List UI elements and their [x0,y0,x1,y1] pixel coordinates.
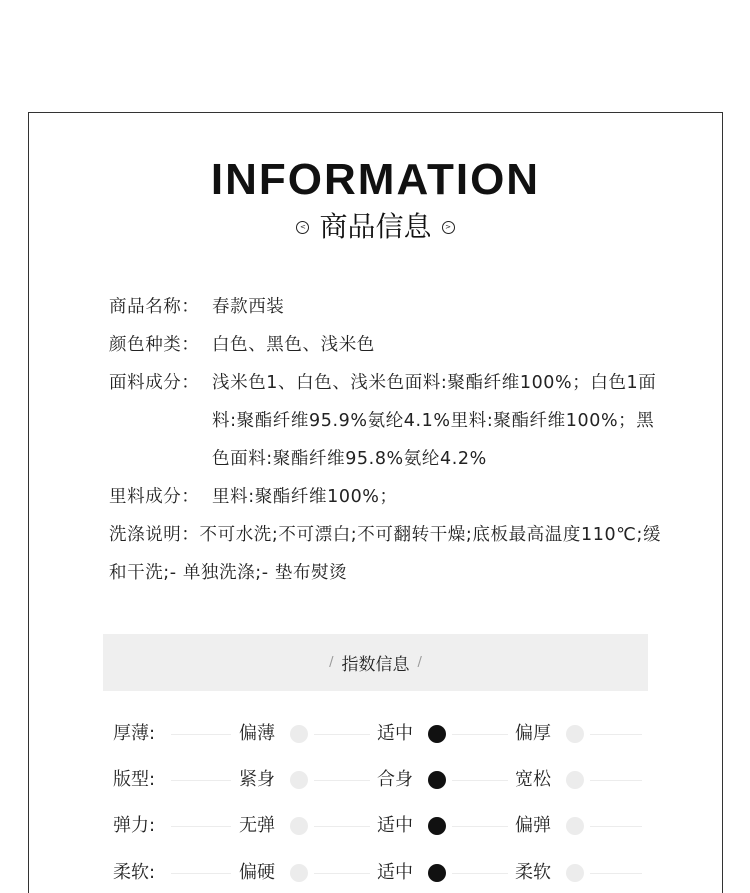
info-row-colors [109,326,669,364]
option-label: 偏硬 [239,862,275,883]
info-label: 商品名称： [109,297,200,317]
info-value: 浅米色1、白色、浅米色面料:聚酯纤维100%；白色1面料:聚酯纤维95.9%氨纶4.1%里料:聚酯纤维100%；黑色面料:聚酯纤维95.8%氨纶4.2% [212,373,657,469]
option-label: 适中 [377,815,413,836]
index-row-elasticity [29,811,722,841]
info-value: 不可水洗;不可漂白;不可翻转干燥;底板最高温度110℃;缓和干洗;- 单独洗涤;- 垫布熨烫 [109,525,662,583]
option-label: 适中 [377,862,413,883]
index-label: 版型: [113,769,156,790]
option-label: 适中 [377,723,413,744]
option-dot-selected [428,864,446,882]
divider [452,873,508,874]
info-label: 面料成分： [109,373,200,393]
option-label: 柔软 [515,862,551,883]
title-chinese: 商品信息 [319,210,432,243]
info-value: 春款西装 [212,297,285,317]
divider [452,734,508,735]
divider [590,780,642,781]
index-label: 厚薄: [113,723,156,744]
option-dot [290,771,308,789]
divider [314,780,370,781]
divider [590,826,642,827]
option-label: 合身 [377,769,413,790]
divider [171,734,231,735]
option-label: 紧身 [239,769,275,790]
product-info [109,288,669,592]
chevron-right-icon: > [442,221,455,234]
option-dot [290,864,308,882]
option-label: 无弹 [239,815,275,836]
index-row-fit [29,765,722,795]
index-banner [103,634,648,691]
info-label: 里料成分： [109,487,200,507]
info-value: 白色、黑色、浅米色 [212,335,375,355]
option-label: 偏弹 [515,815,551,836]
option-dot [290,817,308,835]
divider [314,826,370,827]
index-label: 柔软: [113,862,156,883]
divider-slash: / [417,655,422,670]
divider [171,873,231,874]
option-dot-selected [428,725,446,743]
divider [590,873,642,874]
divider [171,826,231,827]
option-dot [566,725,584,743]
index-row-softness [29,858,722,888]
title-chinese-row [29,207,722,247]
info-row-fabric [109,364,669,478]
option-dot [566,817,584,835]
title-english: INFORMATION [210,155,541,204]
divider [452,780,508,781]
info-value: 里料:聚酯纤维100%； [212,487,398,507]
option-label: 偏厚 [515,723,551,744]
info-label: 颜色种类： [109,335,200,355]
index-row-thickness [29,719,722,749]
option-dot [566,864,584,882]
divider [314,873,370,874]
option-label: 宽松 [515,769,551,790]
info-row-wash [109,516,669,592]
info-card [28,112,723,893]
divider-slash: / [329,655,334,670]
option-dot [566,771,584,789]
option-dot-selected [428,771,446,789]
info-row-name [109,288,669,326]
index-title: 指数信息 [341,655,410,675]
divider [452,826,508,827]
info-label: 洗涤说明： [109,525,200,545]
divider [590,734,642,735]
index-label: 弹力: [113,815,156,836]
divider [314,734,370,735]
chevron-left-icon: < [296,221,309,234]
option-label: 偏薄 [239,723,275,744]
divider [171,780,231,781]
option-dot-selected [428,817,446,835]
info-row-lining [109,478,669,516]
option-dot [290,725,308,743]
